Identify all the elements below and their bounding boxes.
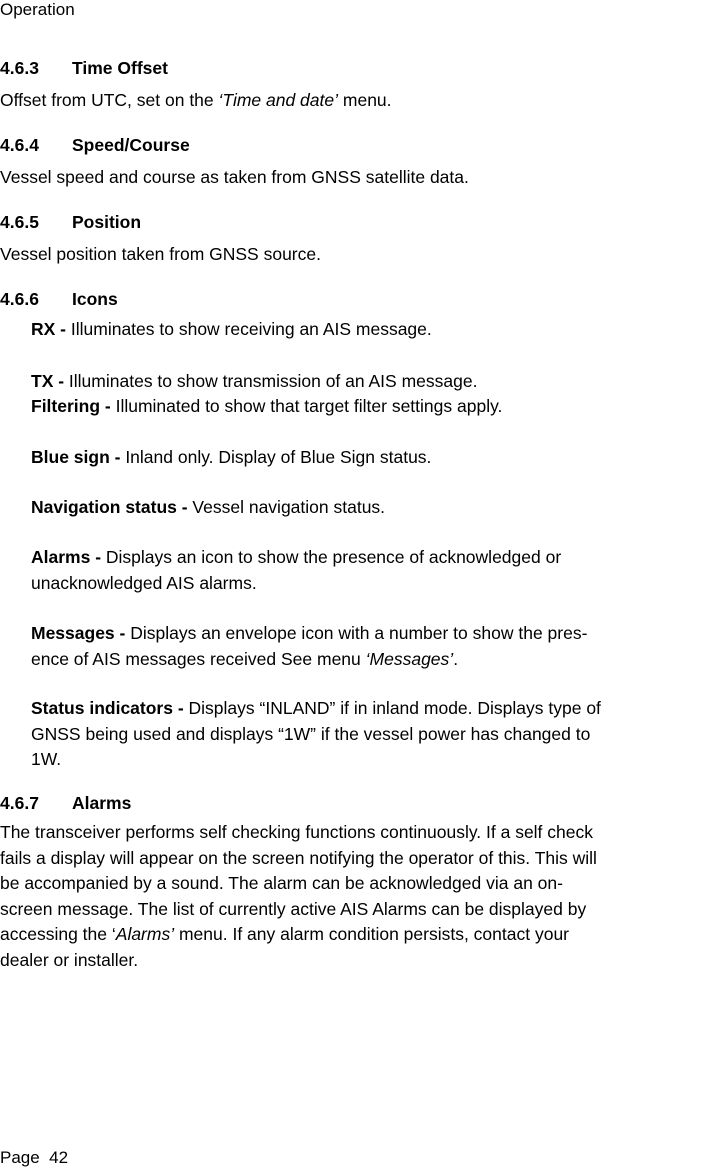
item-line [31, 696, 704, 722]
section-heading-time-offset [0, 57, 168, 79]
icon-item-blue-sign [31, 445, 704, 471]
item-line [31, 647, 704, 673]
section-number: 4.6.6 [0, 289, 39, 309]
section-title: Icons [72, 289, 118, 309]
paragraph-line: be accompanied by a sound. The alarm can be acknowledged via an on- [0, 873, 563, 893]
item-text: Displays an icon to show the presence of acknowledged or [105, 547, 562, 567]
time-offset-text [0, 88, 392, 114]
item-text: Illuminated to show that target filter settings apply. [115, 396, 503, 416]
paragraph-line: fails a display will appear on the screen notifying the operator of this. This will [0, 847, 597, 868]
item-label: Messages - [31, 623, 131, 643]
item-text: Illuminates to show receiving an AIS message. [70, 319, 432, 339]
section-number: 4.6.4 [0, 135, 39, 155]
paragraph-line [0, 922, 704, 948]
section-number: 4.6.5 [0, 212, 39, 232]
position-text: Vessel position taken from GNSS source. [0, 244, 321, 264]
text-run: accessing the ‘ [0, 924, 116, 944]
section-title: Speed/Course [72, 135, 190, 155]
text-run: Offset from UTC, set on the [0, 90, 219, 110]
text-run: menu. If any alarm condition persists, contact your [174, 924, 570, 944]
paragraph-line: screen message. The list of currently active AIS Alarms can be displayed by [0, 898, 587, 919]
item-line [31, 621, 704, 647]
section-title: Alarms [72, 793, 132, 813]
section-title: Time Offset [72, 58, 168, 78]
page-number: Page 42 [0, 1148, 69, 1167]
item-line: unacknowledged AIS alarms. [31, 572, 257, 593]
section-heading-alarms [0, 792, 131, 814]
icon-item-navigation-status [31, 495, 704, 521]
icon-item-filtering [31, 394, 704, 420]
item-label: Navigation status - [31, 497, 193, 517]
item-label: Status indicators - [31, 698, 189, 718]
running-header: Operation [0, 0, 75, 19]
item-line [31, 545, 704, 571]
item-text: Illuminates to show transmission of an AIS message. [68, 371, 478, 391]
menu-reference: ‘Time and date’ [218, 90, 339, 110]
icon-item-messages [31, 621, 704, 672]
menu-reference: Alarms’ [115, 924, 175, 944]
item-text: Vessel navigation status. [192, 497, 386, 517]
section-number: 4.6.3 [0, 58, 39, 78]
item-label: Blue sign - [31, 447, 126, 467]
item-text: Displays “INLAND” if in inland mode. Displays type of [188, 698, 601, 718]
paragraph-line: dealer or installer. [0, 949, 139, 970]
section-heading-icons [0, 288, 118, 310]
item-label: Filtering - [31, 396, 116, 416]
item-text: Inland only. Display of Blue Sign status. [125, 447, 432, 467]
item-label: RX - [31, 319, 71, 339]
item-label: Alarms - [31, 547, 106, 567]
item-text: ence of AIS messages received See menu [31, 648, 366, 669]
icon-item-tx [31, 369, 704, 395]
section-number: 4.6.7 [0, 793, 39, 813]
icon-item-rx [31, 317, 704, 343]
section-title: Position [72, 212, 142, 232]
alarms-paragraph [0, 820, 704, 973]
text-run: menu. [338, 90, 392, 110]
item-text: . [453, 648, 459, 669]
icon-item-alarms [31, 545, 704, 596]
paragraph-line: The transceiver performs self checking functions continuously. If a self check [0, 822, 594, 842]
item-text: Displays an envelope icon with a number to show the pres- [130, 623, 588, 643]
speed-course-text: Vessel speed and course as taken from GNSS satellite data. [0, 167, 469, 187]
item-line: 1W. [31, 749, 62, 769]
menu-reference: ‘Messages’ [365, 648, 454, 669]
icon-item-status-indicators [31, 696, 704, 773]
section-heading-speed-course [0, 134, 190, 156]
section-heading-position [0, 211, 141, 233]
item-label: TX - [31, 371, 69, 391]
item-line: GNSS being used and displays “1W” if the vessel power has changed to [31, 723, 591, 744]
